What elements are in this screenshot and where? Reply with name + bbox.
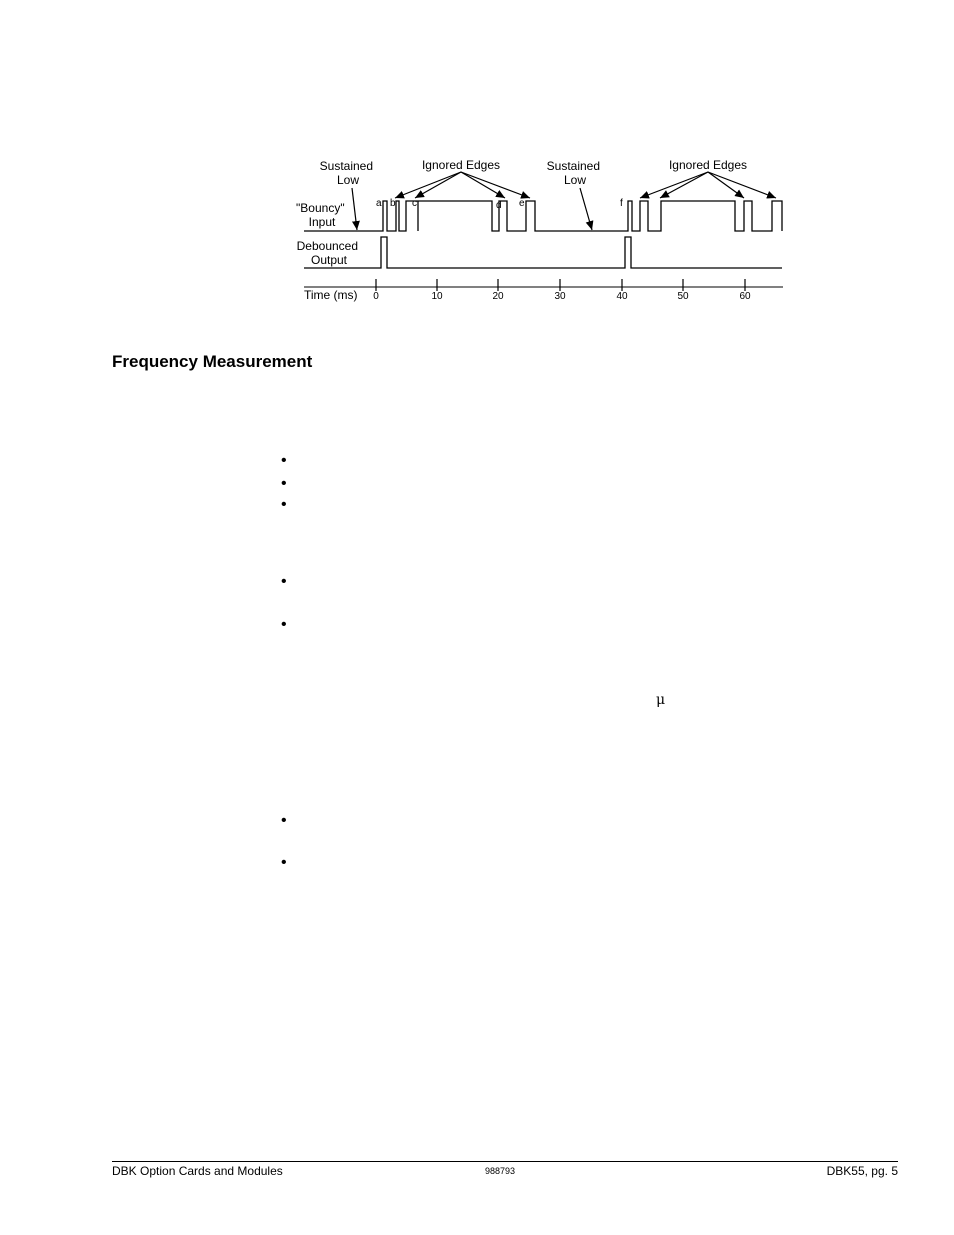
section-title: Frequency Measurement <box>112 352 313 371</box>
footer-doc-title: DBK Option Cards and Modules <box>112 1164 283 1178</box>
debounce-timing-diagram <box>0 0 954 330</box>
sustained-low-label-2: Sustained Low <box>546 159 601 187</box>
ignored-edge-arrow-i <box>708 172 744 198</box>
bullet: • <box>281 475 287 492</box>
ignored-edge-arrow-j <box>708 172 776 198</box>
ignored-edge-arrow-g <box>640 172 708 198</box>
tick-label-50: 50 <box>677 291 689 302</box>
edge-letter-d: d <box>496 200 502 211</box>
bullet: • <box>281 452 287 469</box>
footer-page-number: DBK55, pg. 5 <box>826 1164 898 1178</box>
footer-rule <box>112 1161 898 1162</box>
bullet: • <box>281 616 287 633</box>
tick-label-30: 30 <box>554 291 566 302</box>
debounced-output-label: Debounced Output <box>296 239 359 267</box>
tick-label-40: 40 <box>616 291 628 302</box>
edge-letter-e: e <box>519 198 525 209</box>
footer-part-number: 988793 <box>485 1166 516 1176</box>
time-axis-label: Time (ms) <box>304 288 358 302</box>
mu-symbol: μ <box>656 692 666 708</box>
tick-label-20: 20 <box>492 291 504 302</box>
tick-label-10: 10 <box>431 291 443 302</box>
edge-letter-b: b <box>390 198 396 209</box>
bullet: • <box>281 573 287 590</box>
ignored-edge-arrow-c <box>415 172 461 198</box>
sustained-low-label-1: Sustained Low <box>319 159 374 187</box>
tick-label-60: 60 <box>739 291 751 302</box>
sustained-low-arrow-2 <box>580 188 592 230</box>
edge-letter-c: c <box>412 198 417 209</box>
sustained-low-arrow-1 <box>352 188 357 230</box>
bullet: • <box>281 812 287 829</box>
edge-letter-f: f <box>620 198 623 209</box>
bouncy-input-label: "Bouncy" Input <box>296 201 345 229</box>
bullet: • <box>281 496 287 513</box>
ignored-edges-label-1: Ignored Edges <box>421 158 501 172</box>
ignored-edge-arrow-e <box>461 172 530 198</box>
bullet: • <box>281 854 287 871</box>
ignored-edge-arrow-b <box>395 172 461 198</box>
ignored-edges-label-2: Ignored Edges <box>668 158 748 172</box>
ignored-edge-arrow-h <box>660 172 708 198</box>
edge-letter-a: a <box>376 198 382 209</box>
time-axis-ticks <box>376 279 745 291</box>
ignored-edge-arrow-d <box>461 172 505 198</box>
debounced-output-waveform <box>304 237 782 268</box>
tick-label-0: 0 <box>373 291 379 302</box>
